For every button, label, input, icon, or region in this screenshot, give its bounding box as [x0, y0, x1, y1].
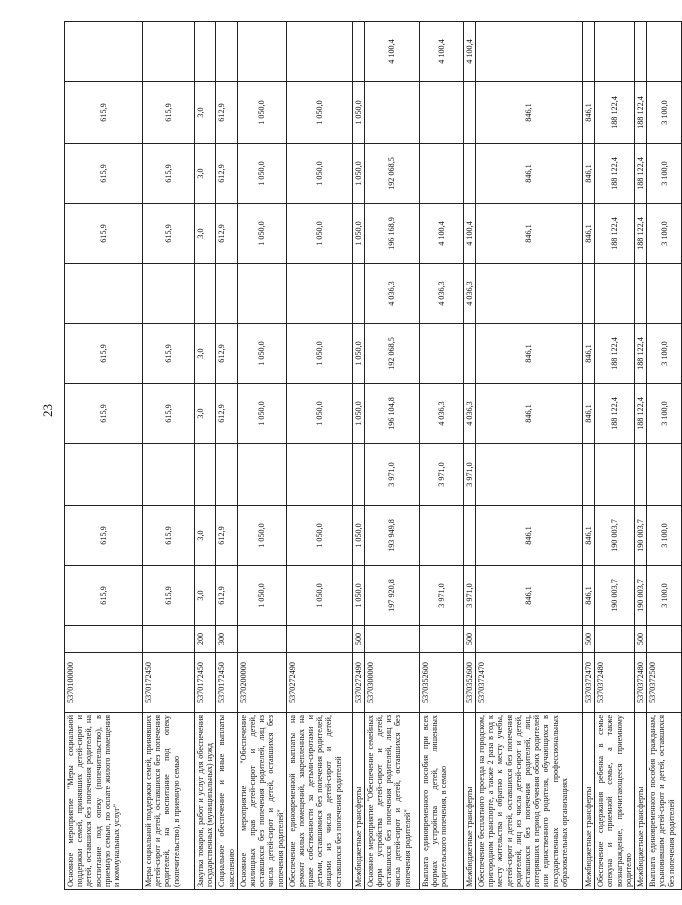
row-value — [237, 22, 286, 82]
row-value: 846,1 — [583, 204, 595, 264]
row-name: Выплата единовременного пособия при всех формах устройства детей, лишенных родительского попечения, в семью — [419, 713, 463, 890]
row-value — [476, 22, 583, 82]
row-value — [352, 22, 364, 82]
table-row — [476, 22, 583, 890]
row-value: 3 100,0 — [647, 566, 682, 626]
row-value: 1 050,0 — [352, 82, 364, 144]
table-row — [463, 22, 475, 890]
row-value: 846,1 — [476, 144, 583, 204]
row-value — [419, 324, 463, 384]
row-value — [237, 444, 286, 506]
row-value: 846,1 — [476, 384, 583, 444]
row-value: 615,9 — [65, 82, 143, 144]
row-value: 615,9 — [65, 144, 143, 204]
row-value: 612,9 — [216, 82, 237, 144]
row-value: 1 050,0 — [237, 204, 286, 264]
row-code: 5370100000 — [65, 653, 143, 713]
row-value: 4 036,3 — [364, 264, 419, 324]
row-value: 615,9 — [143, 204, 195, 264]
row-expense-type: 500 — [352, 626, 364, 653]
row-value: 846,1 — [583, 384, 595, 444]
row-value — [583, 22, 595, 82]
table-row — [595, 22, 635, 890]
row-value: 846,1 — [583, 506, 595, 566]
row-value: 1 050,0 — [237, 82, 286, 144]
table-row — [364, 22, 419, 890]
row-name: Закупка товаров, работ и услуг для обеспечения государственных (муниципальных) нужд — [195, 713, 216, 890]
row-value: 4 036,3 — [419, 384, 463, 444]
row-value: 4 036,3 — [463, 384, 475, 444]
row-value: 190 003,7 — [595, 566, 635, 626]
row-value: 846,1 — [476, 506, 583, 566]
row-value — [635, 444, 647, 506]
row-code: 5370372500 — [647, 653, 682, 713]
row-value: 1 050,0 — [352, 566, 364, 626]
row-value: 188 122,4 — [635, 384, 647, 444]
row-code: 5370352600 — [419, 653, 463, 713]
row-value — [237, 264, 286, 324]
row-value: 1 050,0 — [286, 204, 352, 264]
row-value: 846,1 — [476, 324, 583, 384]
row-value: 3,0 — [195, 566, 216, 626]
row-expense-type: 200 — [195, 626, 216, 653]
row-value: 188 122,4 — [635, 324, 647, 384]
row-value — [216, 444, 237, 506]
row-value: 1 050,0 — [237, 324, 286, 384]
row-value: 188 122,4 — [635, 82, 647, 144]
row-value: 1 050,0 — [286, 506, 352, 566]
row-value: 1 050,0 — [286, 384, 352, 444]
table-row — [647, 22, 682, 890]
row-value — [463, 324, 475, 384]
row-value: 1 050,0 — [286, 566, 352, 626]
row-value — [583, 264, 595, 324]
row-name: Обеспечение бесплатного проезда на городском, пригородном транспорте, а также 2 раза в год к месту жительства и обратно к месту учебы, детей-сирот и детей, оставшихся без попечения родителей, лиц из числа детей-сирот и детей, оставшихся без попечения родителей, лиц, потерявших в период обучения обоих родителей или единственного родителя, обучающихся в государственных профессиональных образовательных организациях — [476, 713, 583, 890]
row-value — [595, 22, 635, 82]
row-value: 3 100,0 — [647, 384, 682, 444]
table-container — [64, 22, 676, 890]
row-name: Обеспечение содержания ребенка в семье опекуна и приемной семье, а также вознаграждение, причитающееся приемному родителю — [595, 713, 635, 890]
row-value: 3,0 — [195, 82, 216, 144]
row-code: 5370300000 — [364, 653, 419, 713]
row-value — [635, 264, 647, 324]
row-value: 846,1 — [583, 82, 595, 144]
row-expense-type — [595, 626, 635, 653]
row-value — [595, 444, 635, 506]
row-value: 3,0 — [195, 506, 216, 566]
row-value — [364, 82, 419, 144]
row-code: 5370372480 — [595, 653, 635, 713]
row-value — [595, 264, 635, 324]
row-value: 1 050,0 — [286, 324, 352, 384]
row-expense-type — [65, 626, 143, 653]
row-value: 3 971,0 — [419, 444, 463, 506]
row-value: 4 100,4 — [419, 22, 463, 82]
row-value: 3 100,0 — [647, 204, 682, 264]
row-value: 846,1 — [583, 144, 595, 204]
row-value: 1 050,0 — [352, 324, 364, 384]
row-value: 846,1 — [583, 324, 595, 384]
row-value — [143, 264, 195, 324]
row-value: 1 050,0 — [352, 384, 364, 444]
row-value: 193 949,8 — [364, 506, 419, 566]
row-value: 4 100,4 — [463, 204, 475, 264]
row-value — [583, 444, 595, 506]
row-value — [463, 144, 475, 204]
row-value: 612,9 — [216, 506, 237, 566]
row-value — [65, 264, 143, 324]
row-value: 1 050,0 — [237, 144, 286, 204]
row-name: Межбюджетные трансферты — [583, 713, 595, 890]
table-row — [216, 22, 237, 890]
row-value: 846,1 — [476, 566, 583, 626]
row-value: 197 920,8 — [364, 566, 419, 626]
row-name: Меры социальной поддержки семей, принявших детей-сирот и детей, оставшихся без попечения родителей, на воспитание под опеку (попечительство), в приемную семью — [143, 713, 195, 890]
table-row — [583, 22, 595, 890]
row-value — [352, 264, 364, 324]
table-row — [143, 22, 195, 890]
row-value: 192 068,5 — [364, 324, 419, 384]
row-name: Основное мероприятие "Обеспечение жилищных прав детей-сирот и детей, оставшихся без попечения родителей, лиц из числа детей-сирот и детей, оставшихся без попечения родителей" — [237, 713, 286, 890]
row-value — [647, 444, 682, 506]
row-value: 190 003,7 — [635, 506, 647, 566]
table-body — [65, 22, 682, 890]
row-value: 1 050,0 — [237, 566, 286, 626]
row-name: Межбюджетные трансферты — [463, 713, 475, 890]
row-code: 5370352600 — [463, 653, 475, 713]
row-value: 196 168,9 — [364, 204, 419, 264]
row-value — [647, 264, 682, 324]
row-value — [635, 22, 647, 82]
row-name: Социальное обеспечение и иные выплаты населению — [216, 713, 237, 890]
row-value: 188 122,4 — [595, 204, 635, 264]
row-expense-type: 500 — [583, 626, 595, 653]
row-expense-type: 500 — [463, 626, 475, 653]
row-value: 4 100,4 — [364, 22, 419, 82]
row-value — [143, 22, 195, 82]
row-value: 615,9 — [143, 384, 195, 444]
row-value: 1 050,0 — [352, 204, 364, 264]
row-expense-type — [237, 626, 286, 653]
row-value: 4 036,3 — [463, 264, 475, 324]
row-code: 5370272490 — [286, 653, 352, 713]
row-value — [419, 144, 463, 204]
row-value: 1 050,0 — [286, 144, 352, 204]
row-code: 5370372470 — [583, 653, 595, 713]
budget-table — [64, 21, 682, 890]
row-name: Обеспечение единовременной выплаты на ремонт жилых помещений, закрепленных на праве собственности за детьми-сиротами и детьми, оставшимися без попечения родителей, лицами из числа детей-сирот и детей, оставшихся без попечения родителей — [286, 713, 352, 890]
row-value: 846,1 — [476, 204, 583, 264]
row-code: 5370172450 — [195, 653, 216, 713]
row-value — [419, 506, 463, 566]
row-value: 612,9 — [216, 384, 237, 444]
row-value — [286, 444, 352, 506]
row-value — [216, 264, 237, 324]
row-value: 4 036,3 — [419, 264, 463, 324]
row-name: Межбюджетные трансферты — [635, 713, 647, 890]
row-value: 3,0 — [195, 384, 216, 444]
row-value — [286, 22, 352, 82]
row-name: Выплата единовременного пособия гражданам, усыновившим детей-сирот и детей, оставшихся без попечения родителей — [647, 713, 682, 890]
row-value — [195, 264, 216, 324]
table-row — [286, 22, 352, 890]
row-expense-type — [286, 626, 352, 653]
row-value: 1 050,0 — [352, 144, 364, 204]
row-value — [463, 506, 475, 566]
row-value: 615,9 — [143, 566, 195, 626]
row-value — [195, 444, 216, 506]
row-value: 188 122,4 — [595, 82, 635, 144]
row-expense-type: 500 — [635, 626, 647, 653]
row-value: 3 100,0 — [647, 82, 682, 144]
row-value: 615,9 — [143, 144, 195, 204]
row-expense-type — [143, 626, 195, 653]
row-value: 196 104,8 — [364, 384, 419, 444]
row-value: 188 122,4 — [635, 144, 647, 204]
row-value: 3 971,0 — [364, 444, 419, 506]
row-value — [476, 264, 583, 324]
row-value: 190 003,7 — [595, 506, 635, 566]
row-code: 5370272490 — [352, 653, 364, 713]
row-expense-type — [419, 626, 463, 653]
row-value — [647, 22, 682, 82]
row-name: Межбюджетные трансферты — [352, 713, 364, 890]
row-value: 1 050,0 — [352, 506, 364, 566]
row-name: Основное мероприятие "Меры социальной поддержки семей, принявших детей-сирот и детей, оставшихся без попечения родителей, на воспитание под опеку (попечительство), в приемную семью, по оплате жилого помещения и коммунальных услуг" — [65, 713, 143, 890]
row-value: 612,9 — [216, 324, 237, 384]
row-value: 188 122,4 — [595, 144, 635, 204]
row-value: 1 050,0 — [237, 384, 286, 444]
table-row — [195, 22, 216, 890]
row-value: 188 122,4 — [595, 324, 635, 384]
row-value: 190 003,7 — [635, 566, 647, 626]
row-value — [143, 444, 195, 506]
row-value — [463, 82, 475, 144]
row-value — [352, 444, 364, 506]
row-value: 615,9 — [65, 204, 143, 264]
row-value: 3 100,0 — [647, 506, 682, 566]
row-expense-type: 300 — [216, 626, 237, 653]
row-value: 846,1 — [476, 82, 583, 144]
row-value: 3 100,0 — [647, 144, 682, 204]
row-code: 5370172450 — [216, 653, 237, 713]
row-value: 3 971,0 — [419, 566, 463, 626]
table-row — [635, 22, 647, 890]
row-value: 615,9 — [65, 566, 143, 626]
rotated-page — [64, 22, 676, 890]
row-value: 612,9 — [216, 566, 237, 626]
row-value — [65, 22, 143, 82]
row-value — [216, 22, 237, 82]
row-value: 4 100,4 — [463, 22, 475, 82]
row-value: 846,1 — [583, 566, 595, 626]
row-value: 3,0 — [195, 144, 216, 204]
row-value — [195, 22, 216, 82]
row-code: 5370372480 — [635, 653, 647, 713]
row-value: 4 100,4 — [419, 204, 463, 264]
row-name: Основное мероприятие "Обеспечение семейных форм устройства детей-сирот и детей, оставшихся без попечения родителей, лиц из числа детей-сирот и детей, оставшихся без попечения родителей" — [364, 713, 419, 890]
row-value: 612,9 — [216, 144, 237, 204]
row-value: 615,9 — [143, 324, 195, 384]
row-value: 615,9 — [65, 384, 143, 444]
row-value: 612,9 — [216, 204, 237, 264]
table-row — [419, 22, 463, 890]
row-value: 1 050,0 — [237, 506, 286, 566]
table-row — [65, 22, 143, 890]
row-value: 615,9 — [143, 506, 195, 566]
row-code: 5370200000 — [237, 653, 286, 713]
row-value — [286, 264, 352, 324]
row-value: 3 971,0 — [463, 444, 475, 506]
row-value: 188 122,4 — [635, 204, 647, 264]
row-value: 3 971,0 — [463, 566, 475, 626]
row-value — [419, 82, 463, 144]
row-value: 3,0 — [195, 204, 216, 264]
row-value: 3,0 — [195, 324, 216, 384]
page-number: 23 — [40, 404, 55, 417]
row-expense-type — [647, 626, 682, 653]
row-value — [476, 444, 583, 506]
row-expense-type — [364, 626, 419, 653]
row-value: 615,9 — [65, 506, 143, 566]
row-value: 3 100,0 — [647, 324, 682, 384]
row-value: 615,9 — [143, 82, 195, 144]
row-value — [65, 444, 143, 506]
row-code: 5370172450 — [143, 653, 195, 713]
row-code: 5370372470 — [476, 653, 583, 713]
row-value: 192 068,5 — [364, 144, 419, 204]
table-row — [237, 22, 286, 890]
row-expense-type — [476, 626, 583, 653]
table-row — [352, 22, 364, 890]
row-value: 615,9 — [65, 324, 143, 384]
row-value: 1 050,0 — [286, 82, 352, 144]
row-value: 188 122,4 — [595, 384, 635, 444]
